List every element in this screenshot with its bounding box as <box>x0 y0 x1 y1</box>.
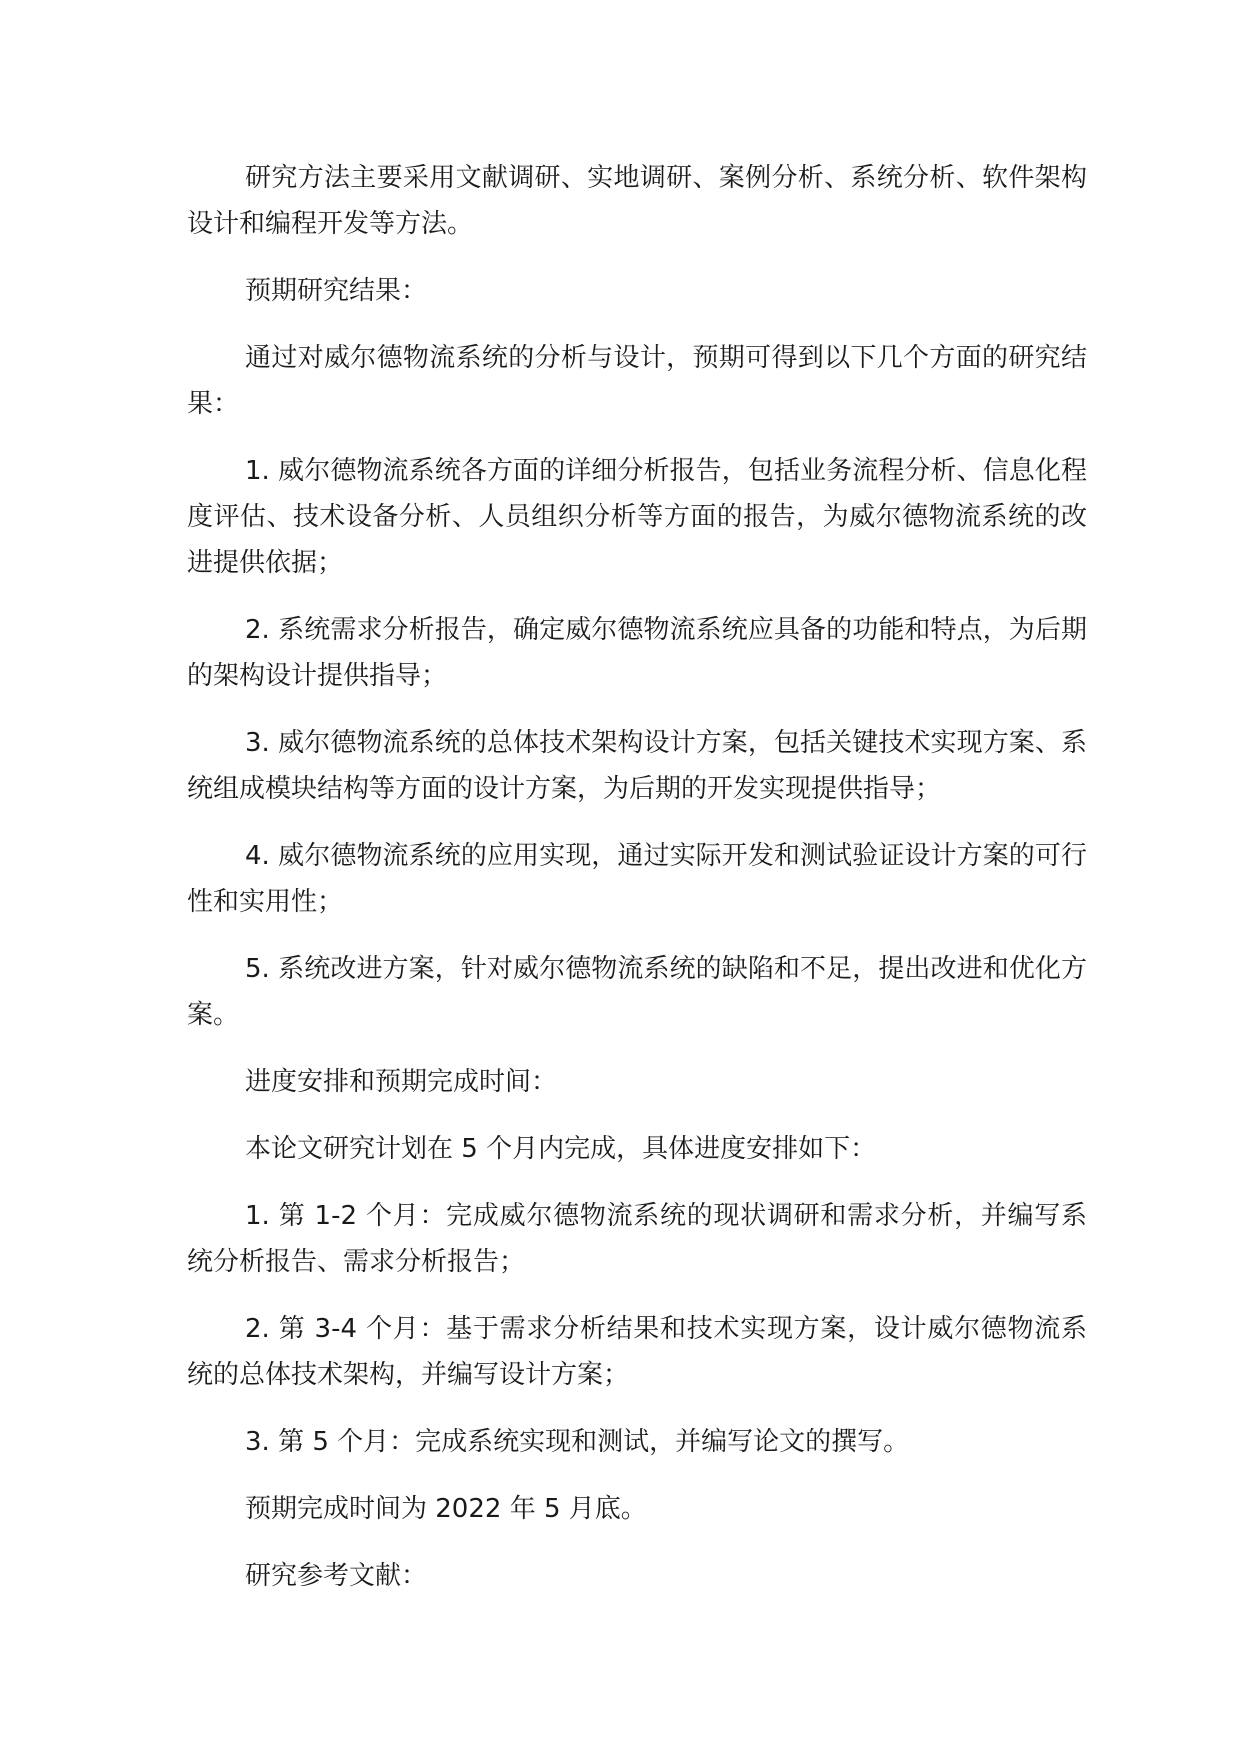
document-body <box>187 155 1087 1620</box>
list-item-result-5: 5. 系统改进方案，针对威尔德物流系统的缺陷和不足，提出改进和优化方案。 <box>187 954 1087 1030</box>
list-item-schedule-2: 2. 第 3-4 个月：基于需求分析结果和技术实现方案，设计威尔德物流系统的总体技术架构，并编写设计方案； <box>187 1314 1087 1390</box>
paragraph-completion-date: 预期完成时间为 2022 年 5 月底。 <box>245 1494 647 1524</box>
paragraph-schedule-intro: 本论文研究计划在 5 个月内完成，具体进度安排如下： <box>245 1134 877 1164</box>
list-item-schedule-3: 3. 第 5 个月：完成系统实现和测试，并编写论文的撰写。 <box>245 1427 910 1457</box>
list-item-result-4: 4. 威尔德物流系统的应用实现，通过实际开发和测试验证设计方案的可行性和实用性； <box>187 841 1087 917</box>
list-item-result-2: 2. 系统需求分析报告，确定威尔德物流系统应具备的功能和特点，为后期的架构设计提供指导； <box>187 615 1087 691</box>
paragraph-research-methods: 研究方法主要采用文献调研、实地调研、案例分析、系统分析、软件架构设计和编程开发等方法。 <box>187 163 1087 239</box>
heading-expected-results: 预期研究结果： <box>245 276 428 306</box>
list-item-result-3: 3. 威尔德物流系统的总体技术架构设计方案，包括关键技术实现方案、系统组成模块结构等方面的设计方案，为后期的开发实现提供指导； <box>187 728 1087 804</box>
heading-references: 研究参考文献： <box>245 1561 428 1591</box>
heading-schedule: 进度安排和预期完成时间： <box>245 1067 558 1097</box>
paragraph-expected-results-intro: 通过对威尔德物流系统的分析与设计，预期可得到以下几个方面的研究结果： <box>187 343 1087 419</box>
list-item-result-1: 1. 威尔德物流系统各方面的详细分析报告，包括业务流程分析、信息化程度评估、技术设备分析、人员组织分析等方面的报告，为威尔德物流系统的改进提供依据； <box>187 456 1087 578</box>
list-item-schedule-1: 1. 第 1-2 个月：完成威尔德物流系统的现状调研和需求分析，并编写系统分析报告、需求分析报告； <box>187 1201 1087 1277</box>
